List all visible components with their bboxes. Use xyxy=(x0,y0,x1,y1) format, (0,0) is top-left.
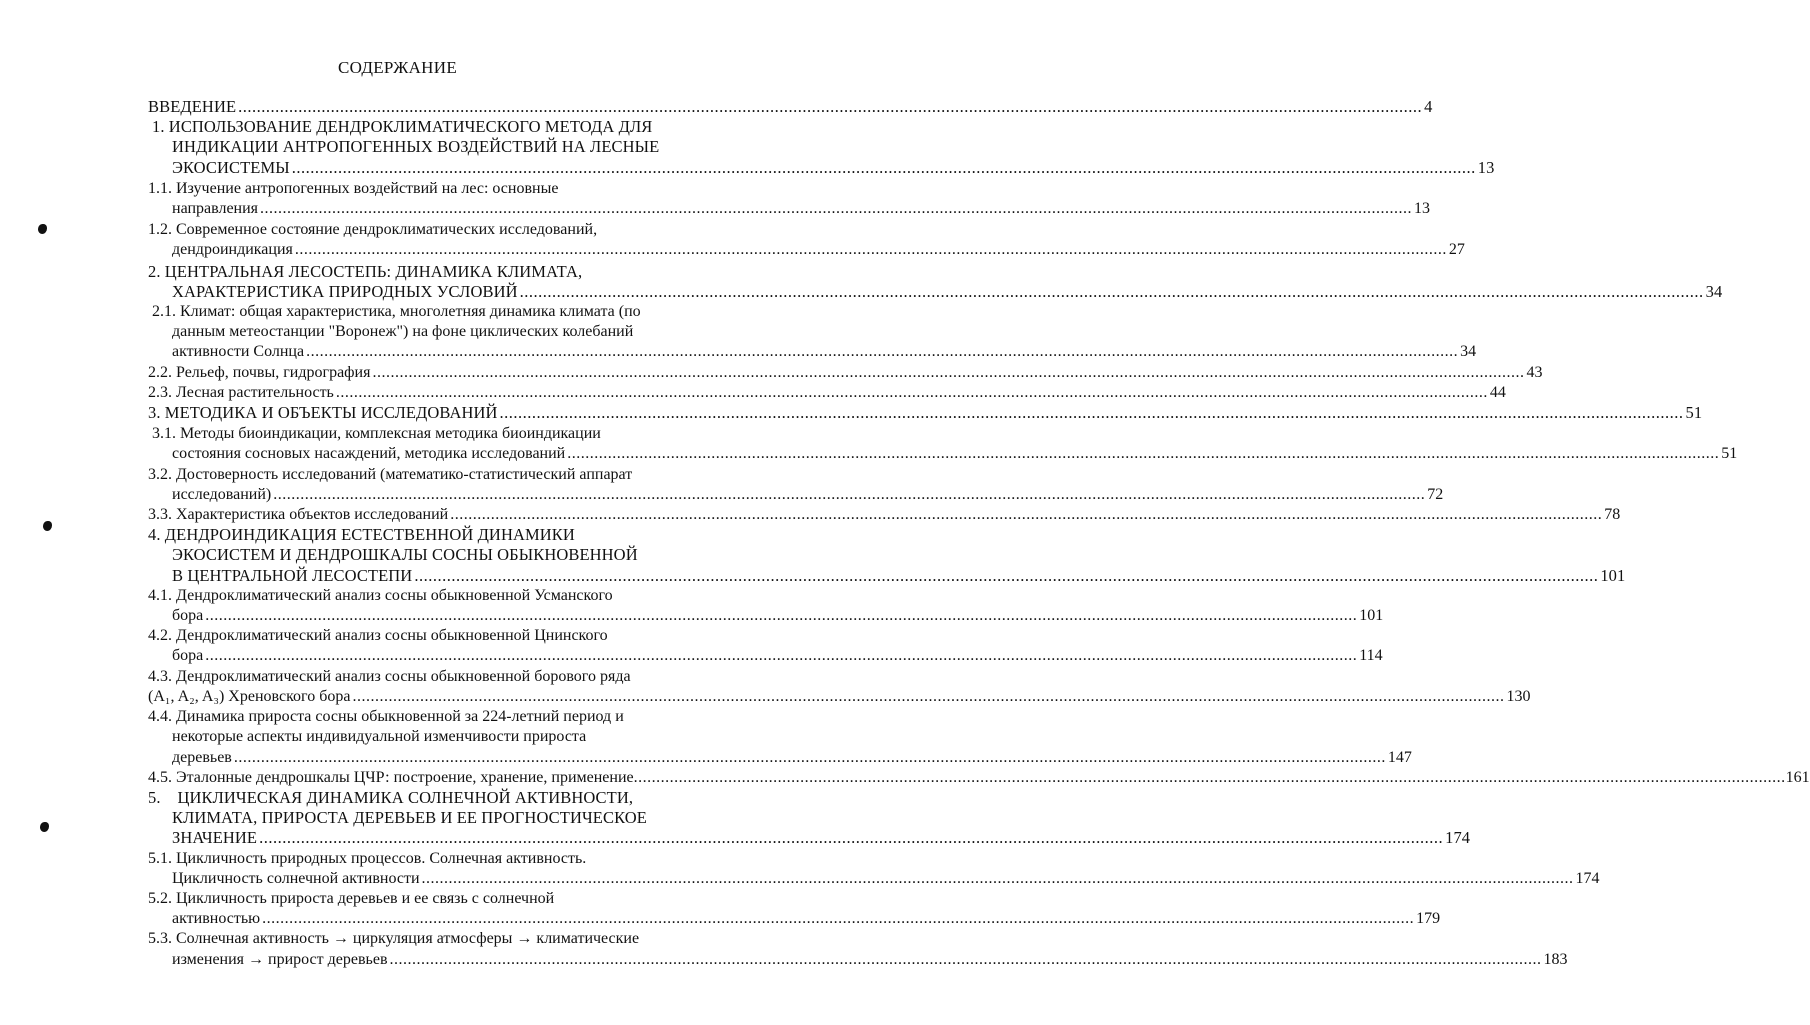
toc-entry-section-4-5 xyxy=(148,768,1810,788)
toc-page-number: 161 xyxy=(1785,768,1810,786)
toc-entry-section-4-1 xyxy=(148,586,1384,626)
toc-entry-section-2-3 xyxy=(148,383,1506,403)
toc-entry-text: исследований) xyxy=(172,485,272,503)
toc-page-number: 13 xyxy=(1477,157,1495,177)
toc-entry-text: 1.2. Современное состояние дендроклиматических исследований, xyxy=(148,221,598,239)
dot-leader xyxy=(292,158,1476,178)
toc-page-number: 147 xyxy=(1387,748,1412,766)
toc-page-number: 44 xyxy=(1489,383,1506,401)
toc-entry-text: 4.3. Дендроклиматический анализ сосны обыкновенной борового ряда xyxy=(148,667,631,685)
dot-leader xyxy=(414,566,1598,586)
toc-entry-text: некоторые аспекты индивидуальной изменчивости прироста xyxy=(172,728,587,746)
page-title: СОДЕРЖАНИЕ xyxy=(337,58,458,77)
dot-leader xyxy=(234,748,1386,768)
dot-leader xyxy=(295,240,1447,260)
toc-entry-text: КЛИМАТА, ПРИРОСТА ДЕРЕВЬЕВ И ЕЕ ПРОГНОСТИЧЕСКОЕ xyxy=(172,808,647,828)
toc-entry-text: 3.3. Характеристика объектов исследований xyxy=(148,506,449,524)
toc-page-number: 78 xyxy=(1604,506,1621,524)
dot-leader xyxy=(372,363,1524,383)
dot-leader xyxy=(352,687,1504,707)
toc-entry-text: 2.2. Рельеф, почвы, гидрография xyxy=(148,363,371,381)
toc-entry-text: активностью xyxy=(172,910,261,928)
margin-ink-mark-2 xyxy=(43,521,52,531)
toc-entry-text: 4.1. Дендроклиматический анализ сосны обыкновенной Усманского xyxy=(148,586,613,604)
toc-entry-text: 2.1. Климат: общая характеристика, многолетняя динамика климата (по xyxy=(152,303,641,321)
table-of-contents xyxy=(148,97,1810,970)
toc-entry-text: бора xyxy=(172,647,204,665)
toc-entry-text: Цикличность солнечной активности xyxy=(172,869,420,887)
dot-leader xyxy=(238,97,1422,117)
toc-page-number: 13 xyxy=(1414,200,1431,218)
toc-page-number: 174 xyxy=(1575,869,1600,887)
toc-entry-section-1-1 xyxy=(148,179,1431,219)
toc-entry-text: бора xyxy=(172,607,204,625)
toc-entry-text: ЭКОСИСТЕМ И ДЕНДРОШКАЛЫ СОСНЫ ОБЫКНОВЕННОЙ xyxy=(172,545,638,565)
dot-leader xyxy=(262,909,1414,929)
toc-page-number: 130 xyxy=(1506,687,1531,705)
toc-entry-text: 5. ЦИКЛИЧЕСКАЯ ДИНАМИКА СОЛНЕЧНОЙ АКТИВНОСТИ, xyxy=(148,787,634,807)
toc-entry-chapter-1 xyxy=(148,117,1495,178)
toc-entry-section-4-2 xyxy=(148,626,1383,666)
toc-entry-section-3-3 xyxy=(148,505,1621,525)
dot-leader xyxy=(205,606,1357,626)
toc-entry-text: 4. ДЕНДРОИНДИКАЦИЯ ЕСТЕСТВЕННОЙ ДИНАМИКИ xyxy=(148,525,575,545)
toc-page-number: 51 xyxy=(1721,445,1738,463)
toc-entry-text: деревьев xyxy=(172,748,232,766)
toc-entry-text: 3.1. Методы биоиндикации, комплексная методика биоиндикации xyxy=(152,425,601,443)
toc-entry-text: 1.1. Изучение антропогенных воздействий на лес: основные xyxy=(148,179,559,197)
toc-entry-text: 4.5. Эталонные дендрошкалы ЦЧР: построение, хранение, применение xyxy=(148,768,634,786)
toc-entry-section-3-2 xyxy=(148,465,1444,505)
dot-leader xyxy=(260,199,1412,219)
toc-entry-chapter-3 xyxy=(148,403,1703,423)
toc-entry-introduction xyxy=(148,97,1433,117)
dot-leader xyxy=(450,505,1602,525)
margin-ink-mark-1 xyxy=(38,224,47,234)
toc-entry-text: направления xyxy=(172,200,259,218)
toc-page-number: 101 xyxy=(1600,565,1626,585)
toc-entry-text: ИНДИКАЦИИ АНТРОПОГЕННЫХ ВОЗДЕЙСТВИЙ НА ЛЕСНЫЕ xyxy=(172,137,660,157)
toc-entry-section-4-3 xyxy=(148,667,1531,707)
toc-page-number: 4 xyxy=(1424,97,1433,116)
dot-leader xyxy=(273,485,1425,505)
toc-page-number: 174 xyxy=(1445,828,1471,848)
dot-leader xyxy=(259,828,1443,848)
toc-entry-text: ЗНАЧЕНИЕ xyxy=(172,828,258,848)
dot-leader xyxy=(205,646,1357,666)
toc-page-number: 34 xyxy=(1705,281,1723,301)
toc-entry-text: активности Солнца xyxy=(172,343,305,361)
margin-ink-mark-3 xyxy=(40,822,49,832)
toc-entry-text: 5.3. Солнечная активность → циркуляция атмосферы → климатические xyxy=(148,930,640,948)
toc-page-number: 27 xyxy=(1448,241,1465,259)
dot-leader xyxy=(306,342,1458,362)
toc-page-number: 179 xyxy=(1416,910,1441,928)
toc-entry-text: данным метеостанции "Воронеж") на фоне циклических колебаний xyxy=(172,323,634,341)
toc-entry-text: ХАРАКТЕРИСТИКА ПРИРОДНЫХ УСЛОВИЙ xyxy=(172,281,518,301)
toc-entry-text: 5.1. Цикличность природных процессов. Солнечная активность. xyxy=(148,849,587,867)
toc-entry-text: 1. ИСПОЛЬЗОВАНИЕ ДЕНДРОКЛИМАТИЧЕСКОГО МЕТОДА ДЛЯ xyxy=(152,117,653,137)
toc-page-number: 114 xyxy=(1359,647,1383,665)
dot-leader xyxy=(500,403,1684,423)
toc-entry-text: ВВЕДЕНИЕ xyxy=(148,97,237,116)
toc-entry-text: дендроиндикация xyxy=(172,241,293,259)
toc-entry-text: 2. ЦЕНТРАЛЬНАЯ ЛЕСОСТЕПЬ: ДИНАМИКА КЛИМАТА, xyxy=(148,261,583,281)
toc-entry-section-3-1 xyxy=(148,424,1738,464)
toc-entry-text: 3. МЕТОДИКА И ОБЪЕКТЫ ИССЛЕДОВАНИЙ xyxy=(148,403,498,423)
toc-entry-text: 4.2. Дендроклиматический анализ сосны обыкновенной Цнинского xyxy=(148,627,608,645)
toc-entry-section-2-2 xyxy=(148,363,1543,383)
toc-entry-text: 2.3. Лесная растительность xyxy=(148,383,334,401)
toc-entry-chapter-2 xyxy=(148,261,1723,302)
dot-leader xyxy=(422,869,1574,889)
toc-entry-text: 4.4. Динамика прироста сосны обыкновенной за 224-летний период и xyxy=(148,708,624,726)
dot-leader xyxy=(336,383,1488,403)
toc-entry-chapter-5 xyxy=(148,787,1471,849)
dot-leader xyxy=(390,950,1542,970)
dot-leader xyxy=(567,444,1719,464)
toc-entry-section-1-2 xyxy=(148,220,1465,260)
toc-entry-text: состояния сосновых насаждений, методика исследований xyxy=(172,445,566,463)
toc-entry-section-2-1 xyxy=(148,302,1477,363)
dot-leader xyxy=(634,768,1786,788)
toc-entry-text: 5.2. Цикличность прироста деревьев и ее связь с солнечной xyxy=(148,889,555,907)
toc-page-number: 101 xyxy=(1359,607,1384,625)
toc-page-number: 43 xyxy=(1526,363,1543,381)
dot-leader xyxy=(520,282,1704,302)
toc-entry-section-5-1 xyxy=(148,849,1600,889)
toc-entry-section-4-4 xyxy=(148,707,1412,768)
toc-entry-text: изменения → прирост деревьев xyxy=(172,950,388,968)
toc-page-number: 34 xyxy=(1460,343,1477,361)
toc-entry-text: В ЦЕНТРАЛЬНОЙ ЛЕСОСТЕПИ xyxy=(172,565,413,585)
toc-entry-section-5-2 xyxy=(148,889,1441,929)
toc-page-number: 51 xyxy=(1685,403,1703,423)
toc-entry-section-5-3 xyxy=(148,929,1568,969)
toc-entry-text: 3.2. Достоверность исследований (математико-статистический аппарат xyxy=(148,465,633,483)
toc-entry-text: (A₁, A₂, A₃) Хреновского бора xyxy=(148,687,351,705)
toc-page-number: 183 xyxy=(1543,950,1568,968)
toc-page-number: 72 xyxy=(1427,485,1444,503)
toc-entry-chapter-4 xyxy=(148,525,1626,586)
toc-entry-text: ЭКОСИСТЕМЫ xyxy=(172,157,290,177)
